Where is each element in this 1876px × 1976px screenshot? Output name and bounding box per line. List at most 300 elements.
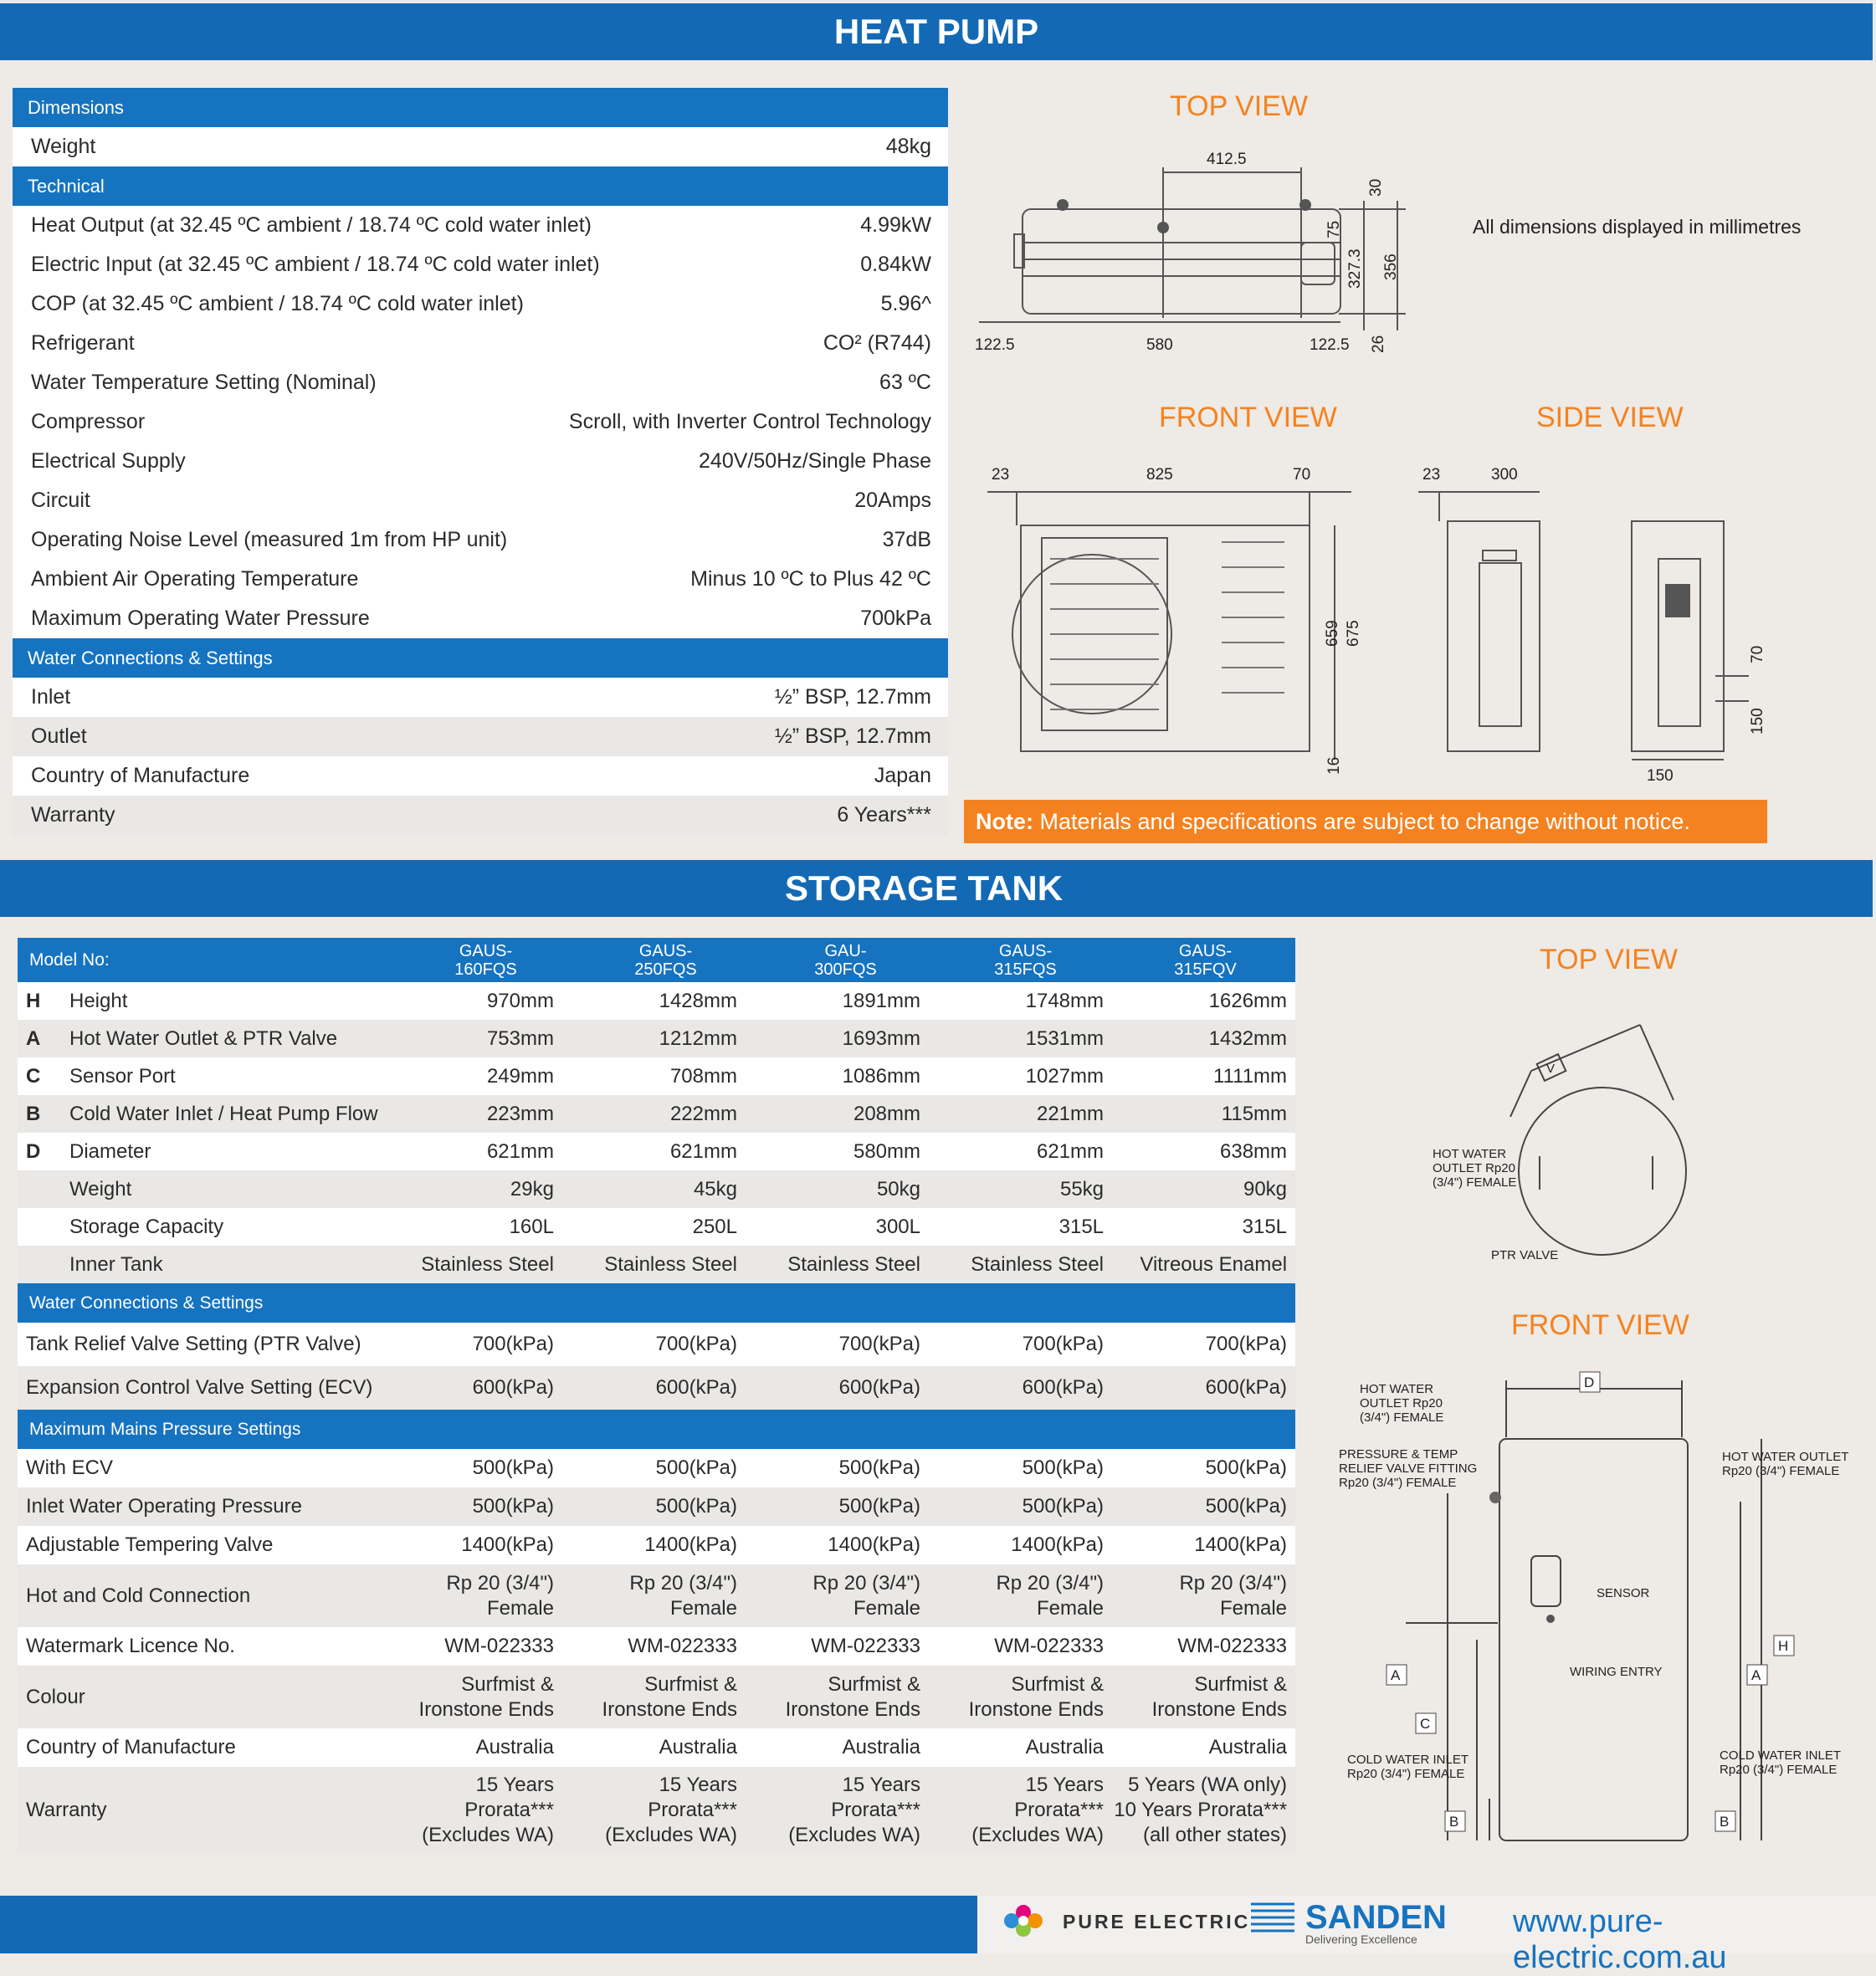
hp-spec-label: Outlet (31, 724, 87, 748)
tank-spec-value: 500(kPa) (838, 1456, 920, 1479)
tank-spec-value: 500(kPa) (1205, 1456, 1288, 1479)
tank-spec-label-cell (18, 1253, 379, 1277)
top-hwo-line3: (3/4") FEMALE (1433, 1175, 1517, 1190)
hp-side-view-title: SIDE VIEW (1536, 402, 1684, 433)
dimension-key (26, 1216, 69, 1239)
tank-spec-value: Stainless Steel (971, 1252, 1105, 1276)
hp-spec-value: 63 ºC (879, 371, 931, 394)
tank-spec-row (18, 1666, 1295, 1728)
ptr-fitting-line1: PRESSURE & TEMP (1339, 1447, 1458, 1462)
tank-front-view-drawing (1339, 1364, 1874, 1849)
tank-spec-value-line: (Excludes WA) (422, 1823, 554, 1846)
hp-spec-label: Maximum Operating Water Pressure (31, 607, 370, 630)
hp-section-header: Water Connections & Settings (13, 638, 948, 678)
hp-spec-value: Minus 10 ºC to Plus 42 ºC (690, 567, 931, 591)
model-name-line: 315FQV (1174, 960, 1237, 979)
tank-spec-row (18, 1020, 1295, 1057)
tank-spec-value: WM-022333 (444, 1635, 554, 1657)
hp-spec-row (13, 560, 948, 599)
tank-spec-value: 600(kPa) (1205, 1376, 1288, 1399)
dim-top-30: 30 (1367, 178, 1385, 197)
tank-spec-label: Diameter (69, 1139, 151, 1163)
dimensions-note: All dimensions displayed in millimetres (1473, 216, 1802, 238)
hp-spec-row (13, 402, 948, 442)
hp-spec-value: 240V/50Hz/Single Phase (699, 449, 931, 473)
tank-spec-label: Hot Water Outlet & PTR Valve (69, 1026, 338, 1050)
model-name (576, 942, 756, 979)
tank-spec-value: Stainless Steel (787, 1252, 920, 1276)
tank-spec-value: 500(kPa) (472, 1495, 554, 1518)
tank-spec-label-cell (18, 1584, 379, 1608)
tank-spec-value: Stainless Steel (421, 1252, 554, 1276)
tank-spec-value: 700(kPa) (472, 1333, 554, 1355)
model-name (935, 942, 1115, 979)
dim-A-right: A (1751, 1667, 1761, 1683)
tank-spec-label-cell (18, 1799, 379, 1822)
tank-spec-value: WM-022333 (811, 1635, 920, 1657)
dim-top-412: 412.5 (1207, 151, 1247, 168)
tank-spec-value-line: Ironstone Ends (1151, 1697, 1288, 1721)
tank-spec-value-line: Female (1036, 1596, 1105, 1620)
tank-spec-value-line: (Excludes WA) (605, 1823, 737, 1846)
tank-spec-label: With ECV (26, 1456, 114, 1479)
dimension-key: A (26, 1026, 41, 1050)
tank-spec-row (18, 1057, 1295, 1095)
dim-side-150-vert: 150 (1749, 708, 1766, 735)
hp-front-view-title: FRONT VIEW (1159, 402, 1337, 433)
tank-spec-value: WM-022333 (628, 1635, 737, 1657)
tank-spec-value: 700(kPa) (1205, 1333, 1288, 1355)
hp-spec-label: Inlet (31, 685, 71, 709)
tank-spec-row (18, 1366, 1295, 1410)
tank-spec-value-line: Female (669, 1596, 737, 1620)
tank-spec-value-line: Surfmist & (644, 1672, 737, 1696)
hp-spec-row (13, 363, 948, 402)
sanden-tagline: Delivering Excellence (1305, 1932, 1417, 1946)
tank-spec-value: 1693mm (842, 1026, 920, 1050)
tank-model-header (18, 938, 1295, 982)
tank-spec-label-cell (18, 1635, 379, 1658)
dim-front-70: 70 (1293, 466, 1311, 484)
tank-spec-value: 1626mm (1208, 989, 1288, 1012)
tank-spec-value: 1748mm (1025, 989, 1105, 1012)
tank-spec-value: 160L (509, 1215, 554, 1238)
tank-spec-value (1112, 1773, 1295, 1848)
dim-C: C (1420, 1716, 1431, 1732)
hp-spec-label: Heat Output (at 32.45 ºC ambient / 18.74 ºC cold water inlet) (31, 213, 592, 237)
tank-spec-row (18, 1133, 1295, 1170)
hp-front-view-drawing (983, 458, 1360, 793)
hp-spec-label: Weight (31, 135, 96, 158)
dim-B-left: B (1449, 1814, 1459, 1830)
model-name (396, 942, 576, 979)
tank-spec-value: 708mm (669, 1064, 737, 1088)
dimension-key (26, 1253, 69, 1277)
dim-top-122-right: 122.5 (1310, 336, 1350, 354)
tank-spec-value (929, 1672, 1112, 1723)
pure-electric-logo-icon (1000, 1896, 1047, 1946)
top-ptr-label: PTR VALVE (1491, 1248, 1559, 1262)
tank-spec-value-line: (Excludes WA) (788, 1823, 920, 1846)
tank-spec-value: 1400(kPa) (1194, 1533, 1288, 1556)
tank-spec-value: 500(kPa) (1022, 1456, 1105, 1479)
tank-spec-value: Australia (1025, 1736, 1105, 1758)
tank-spec-label: Colour (26, 1685, 85, 1708)
hp-spec-row (13, 796, 948, 835)
hp-spec-value: ½” BSP, 12.7mm (774, 685, 931, 709)
tank-spec-label: Expansion Control Valve Setting (ECV) (26, 1376, 373, 1399)
tank-spec-value (746, 1773, 929, 1848)
footer-bar (0, 1896, 977, 1953)
hp-spec-value: 700kPa (860, 607, 931, 630)
tank-spec-value-line: (all other states) (1142, 1823, 1288, 1846)
tank-spec-value-line: Surfmist & (1011, 1672, 1105, 1696)
tank-spec-value: 700(kPa) (655, 1333, 737, 1355)
website-link[interactable]: www.pure-electric.com.au (1513, 1904, 1727, 1975)
tank-spec-value-line: Ironstone Ends (785, 1697, 920, 1721)
tank-spec-value-line: Female (853, 1596, 920, 1620)
tank-spec-label-cell (18, 990, 379, 1013)
dim-front-825: 825 (1146, 466, 1173, 484)
model-name-line: 300FQS (814, 960, 877, 979)
tank-spec-label: Cold Water Inlet / Heat Pump Flow (69, 1102, 378, 1125)
hp-spec-value: 4.99kW (860, 213, 931, 237)
dimension-key: C (26, 1064, 41, 1088)
tank-spec-value: 970mm (486, 989, 554, 1012)
tank-spec-value: 221mm (1036, 1102, 1105, 1125)
tank-spec-value (929, 1773, 1112, 1848)
tank-spec-row (18, 1170, 1295, 1208)
tank-spec-value-line: 15 Years (842, 1773, 920, 1796)
tank-spec-value (562, 1571, 746, 1621)
tank-spec-value: 300L (875, 1215, 920, 1238)
tank-spec-value: 250L (692, 1215, 737, 1238)
tank-spec-value (562, 1672, 746, 1723)
tank-spec-value: 222mm (669, 1102, 737, 1125)
tank-spec-value-line: Prorata*** (1014, 1798, 1105, 1821)
tank-spec-value: 249mm (486, 1064, 554, 1088)
dimension-key (26, 1178, 69, 1201)
tank-top-view-title: TOP VIEW (1540, 944, 1679, 975)
tank-spec-value: 500(kPa) (655, 1456, 737, 1479)
tank-spec-value: 700(kPa) (838, 1333, 920, 1355)
tank-spec-value-line: Ironstone Ends (418, 1697, 554, 1721)
tank-spec-value: 1400(kPa) (828, 1533, 920, 1556)
tank-spec-value-line: 10 Years Prorata*** (1114, 1798, 1288, 1821)
tank-spec-value-line: Female (1220, 1596, 1288, 1620)
dim-front-659: 659 (1324, 620, 1341, 647)
tank-top-view-drawing (1422, 1021, 1757, 1272)
hp-spec-label: Circuit (31, 489, 90, 512)
tank-spec-label: Hot and Cold Connection (26, 1584, 251, 1607)
model-name-line: 250FQS (634, 960, 697, 979)
hp-section-header: Technical (13, 166, 948, 206)
wiring-entry-label: WIRING ENTRY (1570, 1665, 1663, 1679)
tank-spec-value-line: 15 Years (475, 1773, 554, 1796)
tank-spec-value: 500(kPa) (472, 1456, 554, 1479)
tank-spec-label-cell (18, 1686, 379, 1709)
tank-spec-row (18, 1095, 1295, 1133)
tank-spec-value: WM-022333 (994, 1635, 1105, 1657)
front-hwo-line3: (3/4") FEMALE (1360, 1410, 1444, 1425)
tank-spec-label-cell (18, 1333, 379, 1356)
model-name-line: 315FQS (994, 960, 1057, 979)
tank-spec-value: 1027mm (1025, 1064, 1105, 1088)
tank-spec-label: Inlet Water Operating Pressure (26, 1495, 302, 1518)
tank-spec-value: 600(kPa) (655, 1376, 737, 1399)
tank-spec-label: Inner Tank (69, 1252, 163, 1276)
hp-spec-label: Electrical Supply (31, 449, 186, 473)
tank-spec-value: 45kg (693, 1177, 737, 1200)
tank-section-header: Maximum Mains Pressure Settings (18, 1410, 1295, 1449)
tank-spec-value-line: Rp 20 (3/4") (812, 1571, 920, 1595)
dim-top-122-left: 122.5 (975, 336, 1015, 354)
tank-spec-value: 621mm (1036, 1139, 1105, 1163)
tank-spec-value: 1111mm (1213, 1064, 1288, 1088)
tank-spec-label: Weight (69, 1177, 132, 1200)
tank-spec-value-line: Ironstone Ends (602, 1697, 737, 1721)
tank-spec-value-line: Ironstone Ends (968, 1697, 1105, 1721)
cwi-left-line1: COLD WATER INLET (1347, 1753, 1469, 1767)
hp-spec-value: 5.96^ (880, 292, 931, 315)
tank-spec-value: WM-022333 (1177, 1635, 1288, 1657)
tank-spec-row (18, 1208, 1295, 1246)
tank-spec-value: 500(kPa) (1022, 1495, 1105, 1518)
model-name-line: GAUS- (1178, 941, 1233, 960)
hp-spec-label: Operating Noise Level (measured 1m from HP unit) (31, 528, 508, 551)
tank-spec-value: 1400(kPa) (1011, 1533, 1105, 1556)
dim-D: D (1584, 1374, 1595, 1390)
dim-front-23: 23 (992, 466, 1010, 484)
hp-spec-row (13, 206, 948, 245)
tank-spec-label: Warranty (26, 1798, 107, 1821)
tank-spec-value: Stainless Steel (604, 1252, 737, 1276)
tank-spec-value (1112, 1571, 1295, 1621)
tank-spec-value (379, 1773, 562, 1848)
hp-spec-row (13, 442, 948, 481)
tank-spec-value (562, 1773, 746, 1848)
cwi-right-line2: Rp20 (3/4") FEMALE (1720, 1763, 1838, 1777)
tank-spec-label: Sensor Port (69, 1064, 176, 1088)
tank-spec-value: 580mm (853, 1139, 920, 1163)
tank-circle (1519, 1088, 1686, 1255)
tank-spec-value (379, 1672, 562, 1723)
dim-top-356: 356 (1382, 253, 1400, 280)
sanden-brand: SANDEN (1305, 1899, 1447, 1936)
tank-spec-value: 500(kPa) (655, 1495, 737, 1518)
hp-spec-label: Warranty (31, 803, 115, 827)
tank-spec-value: 700(kPa) (1022, 1333, 1105, 1355)
dim-H: H (1778, 1638, 1789, 1654)
tank-spec-row (18, 1526, 1295, 1564)
tank-spec-label-cell (18, 1376, 379, 1400)
tank-front-view-title: FRONT VIEW (1511, 1309, 1689, 1341)
tank-spec-label: Height (69, 989, 128, 1012)
tank-spec-label-cell (18, 1103, 379, 1126)
dim-front-675: 675 (1345, 620, 1362, 647)
front-hwo-line1: HOT WATER (1360, 1382, 1434, 1396)
dim-top-26: 26 (1370, 335, 1387, 353)
tank-spec-value-line: 15 Years (659, 1773, 737, 1796)
tank-spec-value-line: 5 Years (WA only) (1128, 1773, 1288, 1796)
tank-spec-label: Tank Relief Valve Setting (PTR Valve) (26, 1333, 361, 1355)
cwi-right-line1: COLD WATER INLET (1720, 1748, 1842, 1763)
hp-spec-label: Electric Input (at 32.45 ºC ambient / 18.74 ºC cold water inlet) (31, 253, 600, 276)
dim-A-left: A (1391, 1667, 1401, 1683)
storage-tank-banner: STORAGE TANK (0, 860, 1873, 917)
tank-spec-value: 621mm (486, 1139, 554, 1163)
dim-side-23: 23 (1422, 466, 1441, 484)
tank-spec-row (18, 1627, 1295, 1666)
tank-spec-label: Storage Capacity (69, 1215, 224, 1238)
tank-spec-value-line: Rp 20 (3/4") (996, 1571, 1105, 1595)
tank-spec-value: 1432mm (1208, 1026, 1288, 1050)
tank-spec-value: 208mm (853, 1102, 920, 1125)
tank-spec-row (18, 1449, 1295, 1487)
dim-top-580: 580 (1146, 336, 1173, 354)
sanden-logo-icon (1251, 1901, 1294, 1938)
hp-spec-value: Japan (874, 764, 931, 787)
hp-spec-row (13, 481, 948, 520)
dimension-key: D (26, 1139, 41, 1163)
hp-spec-row (13, 127, 948, 166)
tank-spec-value (929, 1571, 1112, 1621)
tank-spec-label-cell (18, 1065, 379, 1088)
hp-spec-row (13, 717, 948, 756)
sensor-label: SENSOR (1597, 1586, 1650, 1600)
dimension-key: B (26, 1102, 41, 1125)
tank-spec-label: Watermark Licence No. (26, 1635, 235, 1657)
tank-spec-value-line: Female (486, 1596, 554, 1620)
hp-section-header: Dimensions (13, 88, 948, 127)
top-hwo-line2: OUTLET Rp20 (1433, 1161, 1515, 1175)
hp-spec-row (13, 245, 948, 284)
tank-body (1499, 1439, 1688, 1840)
heat-pump-banner: HEAT PUMP (0, 3, 1873, 60)
hp-spec-value: 6 Years*** (837, 803, 931, 827)
tank-spec-row (18, 1487, 1295, 1526)
hp-spec-value: CO² (R744) (823, 331, 931, 355)
tank-spec-value: 1212mm (659, 1026, 737, 1050)
tank-spec-value-line: Prorata*** (831, 1798, 920, 1821)
hp-spec-label: Country of Manufacture (31, 764, 250, 787)
tank-spec-row (18, 982, 1295, 1020)
tank-spec-value: 1400(kPa) (644, 1533, 737, 1556)
hp-spec-value: ½” BSP, 12.7mm (774, 724, 931, 748)
tank-spec-row (18, 1767, 1295, 1853)
unit-outline (1023, 209, 1340, 314)
dimension-key: H (26, 989, 41, 1012)
tank-spec-value: 1086mm (842, 1064, 920, 1088)
hp-spec-value: Scroll, with Inverter Control Technology (568, 410, 931, 433)
tank-spec-value: 600(kPa) (472, 1376, 554, 1399)
hp-spec-row (13, 756, 948, 796)
tank-spec-value-line: Prorata*** (464, 1798, 554, 1821)
hp-spec-value: 37dB (882, 528, 931, 551)
hp-side-view-drawing (1414, 458, 1782, 793)
tank-spec-value: 315L (1058, 1215, 1105, 1238)
tank-spec-value-line: Surfmist & (1194, 1672, 1288, 1696)
hwo-right-line2: Rp20 (3/4") FEMALE (1722, 1464, 1840, 1478)
tank-spec-value: Australia (659, 1736, 737, 1758)
tank-spec-value (1112, 1672, 1295, 1723)
tank-spec-value: 115mm (1221, 1102, 1288, 1125)
model-no-label: Model No: (29, 950, 110, 970)
tank-spec-value: 223mm (486, 1102, 554, 1125)
model-name-line: GAUS- (459, 941, 513, 960)
model-name (1115, 942, 1295, 979)
hp-spec-label: Refrigerant (31, 331, 135, 355)
tank-spec-label-cell (18, 1027, 379, 1051)
tank-spec-value: 600(kPa) (1022, 1376, 1105, 1399)
ptr-fitting-line2: RELIEF VALVE FITTING (1339, 1462, 1478, 1476)
tank-spec-value: 29kg (510, 1177, 554, 1200)
dim-side-150-horz: 150 (1647, 767, 1674, 785)
tank-spec-value: 621mm (669, 1139, 737, 1163)
dim-side-70: 70 (1749, 645, 1766, 663)
hp-spec-row (13, 324, 948, 363)
change-notice: Note: Materials and specifications are subject to change without notice. (964, 800, 1767, 843)
tank-spec-label-cell (18, 1178, 379, 1201)
tank-spec-label-cell (18, 1495, 379, 1518)
tank-v-label: V (1546, 1062, 1556, 1076)
tank-spec-value: 50kg (876, 1177, 920, 1200)
hp-spec-label: Water Temperature Setting (Nominal) (31, 371, 377, 394)
heat-pump-spec-table (13, 88, 948, 835)
dim-side-300: 300 (1491, 466, 1518, 484)
tank-spec-value-line: Rp 20 (3/4") (629, 1571, 737, 1595)
tank-spec-value-line: Surfmist & (828, 1672, 920, 1696)
tank-spec-value: 315L (1242, 1215, 1288, 1238)
tank-spec-value: 753mm (486, 1026, 554, 1050)
tank-spec-value: 1428mm (659, 989, 737, 1012)
dim-B-right: B (1720, 1814, 1730, 1830)
tank-spec-value: 55kg (1059, 1177, 1105, 1200)
tank-spec-value-line: Rp 20 (3/4") (446, 1571, 554, 1595)
hp-spec-label: COP (at 32.45 ºC ambient / 18.74 ºC cold water inlet) (31, 292, 524, 315)
tank-spec-value: 600(kPa) (838, 1376, 920, 1399)
tank-spec-value: Australia (1208, 1736, 1288, 1758)
model-name-line: GAU- (824, 941, 867, 960)
tank-section-header: Water Connections & Settings (18, 1283, 1295, 1323)
tank-spec-label-cell (18, 1216, 379, 1239)
hp-spec-label: Ambient Air Operating Temperature (31, 567, 359, 591)
hp-spec-row (13, 520, 948, 560)
tank-spec-value-line: Surfmist & (461, 1672, 554, 1696)
tank-spec-value: Vitreous Enamel (1140, 1252, 1288, 1276)
model-name (756, 942, 935, 979)
dim-front-16: 16 (1325, 756, 1343, 775)
model-name-line: GAUS- (638, 941, 693, 960)
top-hwo-line1: HOT WATER (1433, 1147, 1507, 1161)
tank-spec-value-line: 15 Years (1025, 1773, 1105, 1796)
tank-spec-label: Adjustable Tempering Valve (26, 1533, 274, 1556)
front-hwo-line2: OUTLET Rp20 (1360, 1396, 1443, 1410)
hp-top-view-title: TOP VIEW (1170, 90, 1309, 122)
hp-spec-value: 48kg (885, 135, 931, 158)
hp-spec-value: 0.84kW (860, 253, 931, 276)
tank-spec-value: 638mm (1220, 1139, 1288, 1163)
tank-spec-value (746, 1571, 929, 1621)
storage-tank-spec-table (18, 938, 1295, 1853)
tank-spec-row (18, 1564, 1295, 1627)
tank-spec-value (379, 1571, 562, 1621)
tank-spec-row (18, 1728, 1295, 1767)
cwi-left-line2: Rp20 (3/4") FEMALE (1347, 1767, 1465, 1781)
hp-spec-row (13, 599, 948, 638)
hp-top-view-drawing (971, 151, 1439, 368)
tank-spec-value: 1400(kPa) (461, 1533, 554, 1556)
